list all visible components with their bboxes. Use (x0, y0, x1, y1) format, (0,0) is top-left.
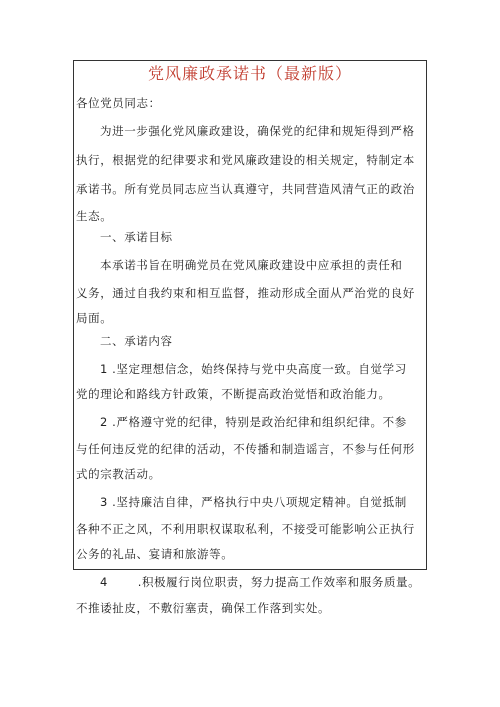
intro-line-3: 承诺书。所有党员同志应当认真遵守，共同营造风清气正的政治 (76, 182, 415, 196)
item2-line-3: 式的宗教活动。 (76, 467, 161, 481)
section-heading-content: 二、承诺内容 (100, 334, 173, 348)
item2-line-2: 与任何违反党的纪律的活动，不传播和制造谣言，不参与任何形 (76, 442, 415, 456)
section-heading-goal: 一、承诺目标 (100, 230, 173, 244)
item3-line-1: 3 .坚持廉洁自律，严格执行中央八项规定精神。自觉抵制 (100, 495, 407, 509)
intro-line-1: 为进一步强化党风廉政建设，确保党的纪律和规矩得到严格 (100, 124, 415, 138)
item2-line-1: 2 .严格遵守党的纪律，特别是政治纪律和组织纪律。不参 (100, 415, 407, 429)
document-title: 党风廉政承诺书（最新版） (147, 64, 352, 83)
goal-line-3: 局面。 (76, 311, 113, 325)
goal-line-1: 本承诺书旨在明确党员在党风廉政建设中应承担的责任和 (100, 258, 403, 272)
intro-line-2: 执行，根据党的纪律要求和党风廉政建设的相关规定，特制定本 (76, 153, 415, 167)
item1-line-1: 1 .坚定理想信念，始终保持与党中央高度一致。自觉学习 (100, 362, 407, 376)
intro-line-4: 生态。 (76, 209, 113, 223)
item1-line-2: 党的理论和路线方针政策，不断提高政治觉悟和政治能力。 (76, 387, 391, 401)
item4-line-1: 4 .积极履行岗位职责，努力提高工作效率和服务质量。 (100, 575, 421, 589)
item3-line-2: 各种不正之风，不利用职权谋取私利，不接受可能影响公正执行 (76, 522, 415, 536)
salutation: 各位党员同志： (76, 96, 161, 110)
goal-line-2: 义务，通过自我约束和相互监督，推动形成全面从严治党的良好 (76, 286, 415, 300)
item4-line-2: 不推诿扯皮，不敷衍塞责，确保工作落到实处。 (76, 601, 331, 615)
item3-line-3: 公务的礼品、宴请和旅游等。 (76, 547, 234, 561)
